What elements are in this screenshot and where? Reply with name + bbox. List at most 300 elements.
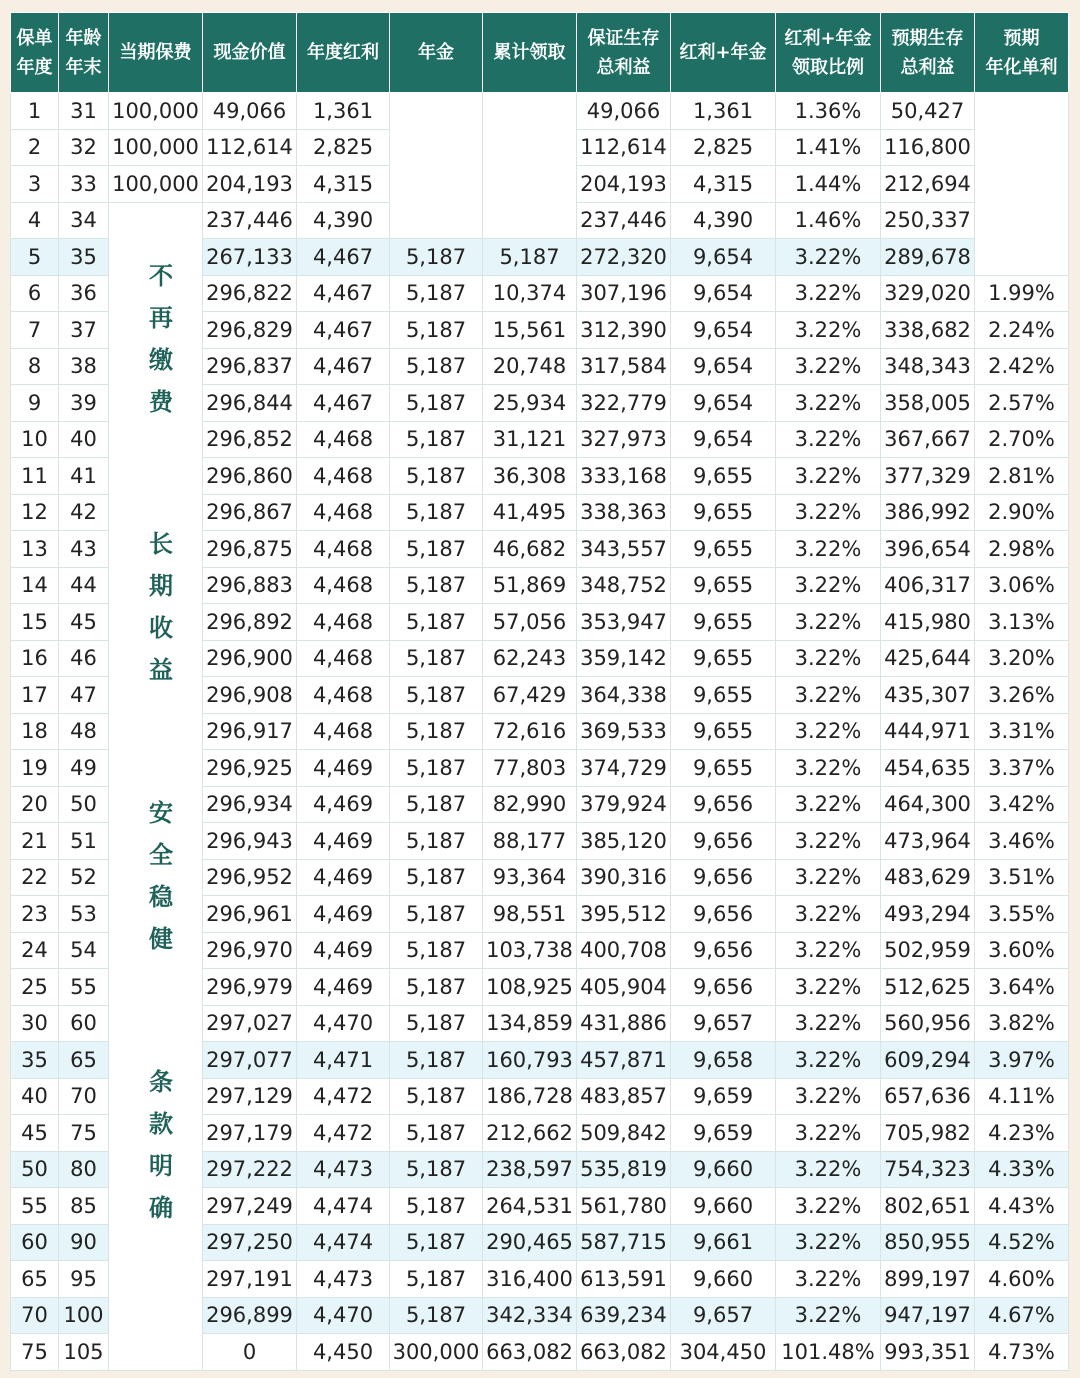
header-label: 保证生存 <box>587 27 660 49</box>
cell-payout-ratio: 3.22% <box>776 312 881 349</box>
cell-annualized-rate: 2.98% <box>975 531 1069 568</box>
cell-expected-total: 425,644 <box>881 640 975 677</box>
cell-cash-value: 296,934 <box>203 786 297 823</box>
cell-annualized-rate: 4.33% <box>975 1151 1069 1188</box>
cell-guaranteed-total: 327,973 <box>577 421 671 458</box>
cell-annual-dividend: 1,361 <box>297 93 390 130</box>
side-slogan-1: 不再缴费 <box>144 262 173 431</box>
cell-dividend-annuity: 9,654 <box>671 421 776 458</box>
cell-expected-total: 657,636 <box>881 1078 975 1115</box>
cell-annuity: 5,187 <box>390 1151 483 1188</box>
cell-cumulative: 160,793 <box>483 1042 577 1079</box>
cell-expected-total: 502,959 <box>881 932 975 969</box>
cell-age: 31 <box>59 93 109 130</box>
header-policy-year <box>11 13 59 93</box>
cell-annualized-rate: 4.43% <box>975 1188 1069 1225</box>
cell-age: 65 <box>59 1042 109 1079</box>
cell-payout-ratio: 3.22% <box>776 458 881 495</box>
cell-cumulative: 31,121 <box>483 421 577 458</box>
cell-expected-total: 367,667 <box>881 421 975 458</box>
cell-expected-total: 406,317 <box>881 567 975 604</box>
cell-cash-value: 296,900 <box>203 640 297 677</box>
side-slogan-column <box>109 202 203 1370</box>
cell-policy-year: 8 <box>11 348 59 385</box>
header-label: 预期 <box>1003 27 1040 49</box>
cell-annualized-rate: 3.13% <box>975 604 1069 641</box>
cell-expected-total: 329,020 <box>881 275 975 312</box>
cell-guaranteed-total: 322,779 <box>577 385 671 422</box>
cell-expected-total: 850,955 <box>881 1224 975 1261</box>
cell-age: 105 <box>59 1334 109 1371</box>
cell-payout-ratio: 3.22% <box>776 932 881 969</box>
cell-dividend-annuity: 9,657 <box>671 1297 776 1334</box>
cell-policy-year: 20 <box>11 786 59 823</box>
header-label: 年末 <box>65 56 102 78</box>
cell-annualized-rate: 2.57% <box>975 385 1069 422</box>
cell-age: 37 <box>59 312 109 349</box>
side-slogan-3: 安全稳健 <box>144 799 173 968</box>
cell-annualized-rate: 3.20% <box>975 640 1069 677</box>
cell-cumulative: 264,531 <box>483 1188 577 1225</box>
cell-annualized-rate: 4.67% <box>975 1297 1069 1334</box>
cell-payout-ratio: 3.22% <box>776 567 881 604</box>
cell-expected-total: 512,625 <box>881 969 975 1006</box>
cell-guaranteed-total: 343,557 <box>577 531 671 568</box>
cell-annuity: 5,187 <box>390 1005 483 1042</box>
cell-cumulative: 25,934 <box>483 385 577 422</box>
header-annualized-rate <box>975 13 1069 93</box>
cell-age: 60 <box>59 1005 109 1042</box>
cell-policy-year: 1 <box>11 93 59 130</box>
table-body <box>11 93 1069 1371</box>
cell-annualized-rate: 3.42% <box>975 786 1069 823</box>
cell-age: 75 <box>59 1115 109 1152</box>
cell-age: 43 <box>59 531 109 568</box>
cell-age: 40 <box>59 421 109 458</box>
cell-policy-year: 60 <box>11 1224 59 1261</box>
cell-age: 49 <box>59 750 109 787</box>
cell-cash-value: 296,867 <box>203 494 297 531</box>
cell-annualized-rate: 4.52% <box>975 1224 1069 1261</box>
cell-annualized-rate: 2.24% <box>975 312 1069 349</box>
cell-dividend-annuity: 9,654 <box>671 239 776 276</box>
cell-guaranteed-total: 395,512 <box>577 896 671 933</box>
cell-expected-total: 444,971 <box>881 713 975 750</box>
cell-cumulative: 82,990 <box>483 786 577 823</box>
cell-expected-total: 454,635 <box>881 750 975 787</box>
cell-cumulative: 41,495 <box>483 494 577 531</box>
cell-cash-value: 49,066 <box>203 93 297 130</box>
cell-policy-year: 3 <box>11 166 59 203</box>
cell-dividend-annuity: 4,390 <box>671 202 776 239</box>
cell-annual-dividend: 4,468 <box>297 494 390 531</box>
cell-payout-ratio: 3.22% <box>776 531 881 568</box>
cell-guaranteed-total: 400,708 <box>577 932 671 969</box>
cell-annualized-rate: 2.70% <box>975 421 1069 458</box>
cell-annual-dividend: 4,468 <box>297 677 390 714</box>
cell-dividend-annuity: 9,658 <box>671 1042 776 1079</box>
cell-dividend-annuity: 9,659 <box>671 1115 776 1152</box>
cell-premium: 100,000 <box>109 166 203 203</box>
cell-cumulative: 316,400 <box>483 1261 577 1298</box>
cell-guaranteed-total: 431,886 <box>577 1005 671 1042</box>
header-label: 红利+年金 <box>784 27 872 49</box>
cell-age: 85 <box>59 1188 109 1225</box>
header-payout-ratio <box>776 13 881 93</box>
cell-annuity: 5,187 <box>390 859 483 896</box>
cell-payout-ratio: 3.22% <box>776 1151 881 1188</box>
cell-policy-year: 4 <box>11 202 59 239</box>
cell-cumulative: 72,616 <box>483 713 577 750</box>
cell-cash-value: 297,077 <box>203 1042 297 1079</box>
cell-guaranteed-total: 535,819 <box>577 1151 671 1188</box>
cell-dividend-annuity: 9,656 <box>671 823 776 860</box>
cell-expected-total: 993,351 <box>881 1334 975 1371</box>
cell-payout-ratio: 3.22% <box>776 494 881 531</box>
cell-dividend-annuity: 9,654 <box>671 385 776 422</box>
cell-annualized-rate: 3.37% <box>975 750 1069 787</box>
cell-age: 46 <box>59 640 109 677</box>
side-slogan-4: 条款明确 <box>144 1068 173 1237</box>
cell-expected-total: 560,956 <box>881 1005 975 1042</box>
cell-dividend-annuity: 9,657 <box>671 1005 776 1042</box>
cell-policy-year: 17 <box>11 677 59 714</box>
cell-policy-year: 9 <box>11 385 59 422</box>
cell-annualized-rate: 4.11% <box>975 1078 1069 1115</box>
cell-annuity: 5,187 <box>390 385 483 422</box>
cell-payout-ratio: 3.22% <box>776 859 881 896</box>
cell-guaranteed-total: 385,120 <box>577 823 671 860</box>
cell-cumulative: 88,177 <box>483 823 577 860</box>
cell-expected-total: 609,294 <box>881 1042 975 1079</box>
cell-cash-value: 296,979 <box>203 969 297 1006</box>
cell-policy-year: 12 <box>11 494 59 531</box>
cell-age: 45 <box>59 604 109 641</box>
cell-guaranteed-total: 312,390 <box>577 312 671 349</box>
header-cumulative <box>483 13 577 93</box>
header-row <box>11 13 1069 93</box>
cell-cash-value: 297,222 <box>203 1151 297 1188</box>
cell-expected-total: 348,343 <box>881 348 975 385</box>
cell-annuity: 5,187 <box>390 567 483 604</box>
cell-age: 39 <box>59 385 109 422</box>
cell-cash-value: 296,875 <box>203 531 297 568</box>
cell-annuity: 5,187 <box>390 531 483 568</box>
cell-payout-ratio: 3.22% <box>776 1224 881 1261</box>
table-row <box>11 93 1069 130</box>
cell-annualized-rate: 3.06% <box>975 567 1069 604</box>
cell-premium: 100,000 <box>109 129 203 166</box>
header-annual-dividend <box>297 13 390 93</box>
cell-cumulative: 20,748 <box>483 348 577 385</box>
cell-guaranteed-total: 509,842 <box>577 1115 671 1152</box>
cell-dividend-annuity: 9,656 <box>671 786 776 823</box>
cell-annuity: 5,187 <box>390 348 483 385</box>
cell-expected-total: 464,300 <box>881 786 975 823</box>
cell-age: 54 <box>59 932 109 969</box>
header-label: 年龄 <box>65 27 102 49</box>
cell-expected-total: 415,980 <box>881 604 975 641</box>
cell-guaranteed-total: 112,614 <box>577 129 671 166</box>
cell-cumulative: 342,334 <box>483 1297 577 1334</box>
cell-annual-dividend: 4,468 <box>297 640 390 677</box>
cell-dividend-annuity: 9,656 <box>671 932 776 969</box>
cell-dividend-annuity: 9,655 <box>671 458 776 495</box>
cell-dividend-annuity: 9,655 <box>671 494 776 531</box>
empty-annuity-cell <box>390 93 483 239</box>
cell-annual-dividend: 4,467 <box>297 239 390 276</box>
cell-expected-total: 396,654 <box>881 531 975 568</box>
cell-policy-year: 5 <box>11 239 59 276</box>
cell-dividend-annuity: 9,656 <box>671 859 776 896</box>
cell-annualized-rate: 3.97% <box>975 1042 1069 1079</box>
cell-annual-dividend: 4,469 <box>297 932 390 969</box>
cell-annualized-rate: 2.81% <box>975 458 1069 495</box>
cell-policy-year: 35 <box>11 1042 59 1079</box>
cell-expected-total: 50,427 <box>881 93 975 130</box>
cell-cumulative: 212,662 <box>483 1115 577 1152</box>
cell-annuity: 300,000 <box>390 1334 483 1371</box>
cell-guaranteed-total: 379,924 <box>577 786 671 823</box>
cell-premium: 100,000 <box>109 93 203 130</box>
cell-annual-dividend: 4,473 <box>297 1151 390 1188</box>
cell-age: 42 <box>59 494 109 531</box>
cell-dividend-annuity: 9,661 <box>671 1224 776 1261</box>
cell-age: 53 <box>59 896 109 933</box>
cell-cumulative: 134,859 <box>483 1005 577 1042</box>
cell-annuity: 5,187 <box>390 1078 483 1115</box>
cell-age: 95 <box>59 1261 109 1298</box>
header-label: 保单 <box>16 27 53 49</box>
cell-expected-total: 493,294 <box>881 896 975 933</box>
cell-policy-year: 15 <box>11 604 59 641</box>
cell-dividend-annuity: 9,654 <box>671 348 776 385</box>
header-label: 年度红利 <box>307 42 379 63</box>
cell-annuity: 5,187 <box>390 713 483 750</box>
table-header <box>11 13 1069 93</box>
cell-cash-value: 297,027 <box>203 1005 297 1042</box>
cell-policy-year: 18 <box>11 713 59 750</box>
header-label: 年度 <box>16 56 53 78</box>
cell-guaranteed-total: 639,234 <box>577 1297 671 1334</box>
cell-annuity: 5,187 <box>390 823 483 860</box>
cell-guaranteed-total: 338,363 <box>577 494 671 531</box>
cell-annual-dividend: 4,469 <box>297 750 390 787</box>
cell-annual-dividend: 4,470 <box>297 1297 390 1334</box>
cell-cash-value: 237,446 <box>203 202 297 239</box>
cell-annuity: 5,187 <box>390 1297 483 1334</box>
cell-payout-ratio: 3.22% <box>776 1261 881 1298</box>
cell-policy-year: 40 <box>11 1078 59 1115</box>
cell-cash-value: 296,970 <box>203 932 297 969</box>
cell-age: 47 <box>59 677 109 714</box>
cell-annual-dividend: 4,468 <box>297 458 390 495</box>
cell-cash-value: 296,860 <box>203 458 297 495</box>
cell-cash-value: 296,908 <box>203 677 297 714</box>
cell-cash-value: 296,917 <box>203 713 297 750</box>
cell-annual-dividend: 4,468 <box>297 531 390 568</box>
cell-cash-value: 297,250 <box>203 1224 297 1261</box>
cell-annualized-rate: 3.46% <box>975 823 1069 860</box>
cell-annuity: 5,187 <box>390 677 483 714</box>
cell-payout-ratio: 3.22% <box>776 969 881 1006</box>
cell-expected-total: 116,800 <box>881 129 975 166</box>
cell-policy-year: 7 <box>11 312 59 349</box>
cell-annuity: 5,187 <box>390 1042 483 1079</box>
cell-dividend-annuity: 9,654 <box>671 312 776 349</box>
cell-payout-ratio: 3.22% <box>776 713 881 750</box>
cell-annuity: 5,187 <box>390 604 483 641</box>
cell-payout-ratio: 3.22% <box>776 275 881 312</box>
cell-age: 52 <box>59 859 109 896</box>
cell-annualized-rate: 1.99% <box>975 275 1069 312</box>
empty-rate-cell <box>975 93 1069 276</box>
cell-guaranteed-total: 364,338 <box>577 677 671 714</box>
header-label: 年金 <box>418 42 454 63</box>
cell-dividend-annuity: 9,660 <box>671 1151 776 1188</box>
cell-dividend-annuity: 4,315 <box>671 166 776 203</box>
cell-payout-ratio: 3.22% <box>776 1297 881 1334</box>
cell-annual-dividend: 4,468 <box>297 604 390 641</box>
cell-cumulative: 10,374 <box>483 275 577 312</box>
cell-payout-ratio: 3.22% <box>776 823 881 860</box>
cell-annual-dividend: 4,472 <box>297 1115 390 1152</box>
cell-age: 70 <box>59 1078 109 1115</box>
cell-guaranteed-total: 405,904 <box>577 969 671 1006</box>
cell-annuity: 5,187 <box>390 1115 483 1152</box>
cell-age: 80 <box>59 1151 109 1188</box>
cell-age: 33 <box>59 166 109 203</box>
cell-policy-year: 70 <box>11 1297 59 1334</box>
cell-annualized-rate: 3.64% <box>975 969 1069 1006</box>
header-label: 领取比例 <box>792 56 864 78</box>
header-expected-total <box>881 13 975 93</box>
cell-annuity: 5,187 <box>390 786 483 823</box>
cell-cash-value: 297,249 <box>203 1188 297 1225</box>
cell-dividend-annuity: 9,659 <box>671 1078 776 1115</box>
cell-expected-total: 947,197 <box>881 1297 975 1334</box>
cell-payout-ratio: 3.22% <box>776 385 881 422</box>
cell-age: 51 <box>59 823 109 860</box>
cell-payout-ratio: 3.22% <box>776 1115 881 1152</box>
cell-guaranteed-total: 369,533 <box>577 713 671 750</box>
cell-payout-ratio: 3.22% <box>776 786 881 823</box>
cell-expected-total: 289,678 <box>881 239 975 276</box>
cell-guaranteed-total: 359,142 <box>577 640 671 677</box>
cell-dividend-annuity: 9,655 <box>671 531 776 568</box>
cell-age: 32 <box>59 129 109 166</box>
cell-annual-dividend: 4,469 <box>297 823 390 860</box>
cell-annual-dividend: 4,468 <box>297 567 390 604</box>
header-label: 当期保费 <box>119 42 192 63</box>
cell-guaranteed-total: 390,316 <box>577 859 671 896</box>
header-age <box>59 13 109 93</box>
cell-annual-dividend: 4,469 <box>297 786 390 823</box>
cell-payout-ratio: 3.22% <box>776 1078 881 1115</box>
cell-guaranteed-total: 374,729 <box>577 750 671 787</box>
cell-guaranteed-total: 587,715 <box>577 1224 671 1261</box>
header-label: 现金价值 <box>213 42 286 63</box>
cell-cumulative: 5,187 <box>483 239 577 276</box>
cell-annual-dividend: 2,825 <box>297 129 390 166</box>
cell-annual-dividend: 4,469 <box>297 969 390 1006</box>
cell-annuity: 5,187 <box>390 750 483 787</box>
cell-annuity: 5,187 <box>390 494 483 531</box>
cell-cumulative: 663,082 <box>483 1334 577 1371</box>
cell-policy-year: 24 <box>11 932 59 969</box>
cell-cumulative: 62,243 <box>483 640 577 677</box>
cell-payout-ratio: 3.22% <box>776 640 881 677</box>
cell-policy-year: 2 <box>11 129 59 166</box>
cell-annuity: 5,187 <box>390 1261 483 1298</box>
cell-policy-year: 13 <box>11 531 59 568</box>
cell-dividend-annuity: 9,660 <box>671 1188 776 1225</box>
cell-guaranteed-total: 663,082 <box>577 1334 671 1371</box>
cell-annuity: 5,187 <box>390 932 483 969</box>
cell-cash-value: 267,133 <box>203 239 297 276</box>
cell-annual-dividend: 4,315 <box>297 166 390 203</box>
cell-annualized-rate: 2.42% <box>975 348 1069 385</box>
cell-annual-dividend: 4,473 <box>297 1261 390 1298</box>
cell-guaranteed-total: 561,780 <box>577 1188 671 1225</box>
cell-cumulative: 186,728 <box>483 1078 577 1115</box>
cell-policy-year: 6 <box>11 275 59 312</box>
cell-annual-dividend: 4,467 <box>297 312 390 349</box>
header-label: 累计领取 <box>493 42 566 63</box>
cell-annualized-rate: 4.23% <box>975 1115 1069 1152</box>
cell-cash-value: 297,191 <box>203 1261 297 1298</box>
cell-annual-dividend: 4,469 <box>297 859 390 896</box>
cell-age: 44 <box>59 567 109 604</box>
cell-payout-ratio: 3.22% <box>776 896 881 933</box>
cell-annuity: 5,187 <box>390 312 483 349</box>
cell-age: 50 <box>59 786 109 823</box>
cell-annual-dividend: 4,471 <box>297 1042 390 1079</box>
cell-expected-total: 802,651 <box>881 1188 975 1225</box>
cell-expected-total: 435,307 <box>881 677 975 714</box>
cell-cash-value: 296,837 <box>203 348 297 385</box>
cell-cash-value: 297,129 <box>203 1078 297 1115</box>
empty-cumulative-cell <box>483 93 577 239</box>
cell-payout-ratio: 1.44% <box>776 166 881 203</box>
cell-expected-total: 899,197 <box>881 1261 975 1298</box>
cell-dividend-annuity: 9,655 <box>671 604 776 641</box>
cell-cash-value: 296,829 <box>203 312 297 349</box>
cell-dividend-annuity: 9,654 <box>671 275 776 312</box>
cell-guaranteed-total: 483,857 <box>577 1078 671 1115</box>
cell-guaranteed-total: 457,871 <box>577 1042 671 1079</box>
cell-annual-dividend: 4,468 <box>297 713 390 750</box>
cell-guaranteed-total: 348,752 <box>577 567 671 604</box>
cell-cash-value: 296,952 <box>203 859 297 896</box>
cell-expected-total: 705,982 <box>881 1115 975 1152</box>
cell-cumulative: 103,738 <box>483 932 577 969</box>
cell-cash-value: 0 <box>203 1334 297 1371</box>
cell-cash-value: 112,614 <box>203 129 297 166</box>
cell-cumulative: 57,056 <box>483 604 577 641</box>
cell-expected-total: 483,629 <box>881 859 975 896</box>
cell-annual-dividend: 4,468 <box>297 421 390 458</box>
cell-dividend-annuity: 9,656 <box>671 896 776 933</box>
cell-policy-year: 16 <box>11 640 59 677</box>
cell-policy-year: 14 <box>11 567 59 604</box>
cell-cash-value: 297,179 <box>203 1115 297 1152</box>
cell-annualized-rate: 3.60% <box>975 932 1069 969</box>
cell-age: 55 <box>59 969 109 1006</box>
header-cash-value <box>203 13 297 93</box>
cell-annual-dividend: 4,472 <box>297 1078 390 1115</box>
cell-policy-year: 65 <box>11 1261 59 1298</box>
